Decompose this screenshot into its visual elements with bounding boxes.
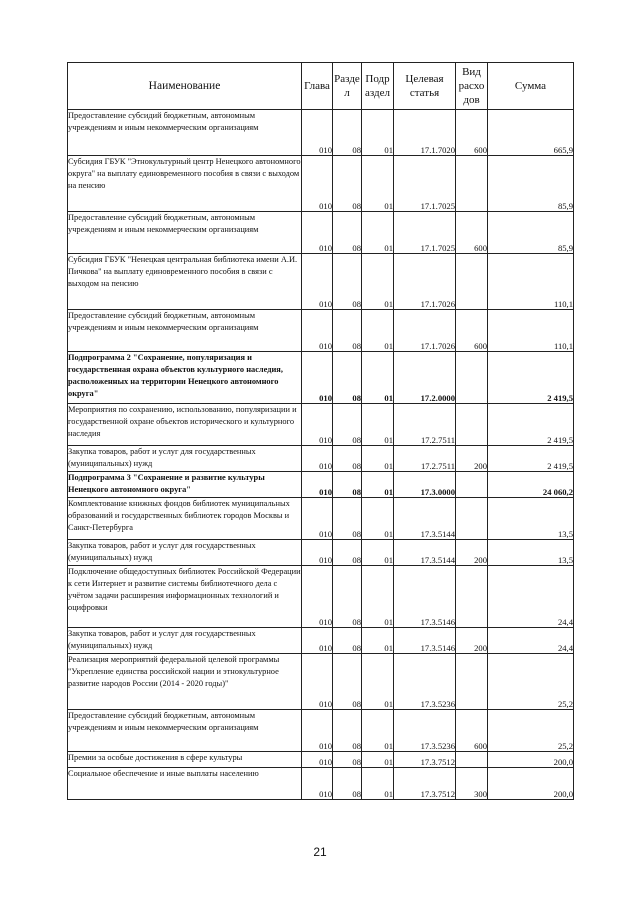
row-chapter: 010	[302, 752, 333, 768]
row-chapter: 010	[302, 254, 333, 310]
row-target: 17.2.0000	[394, 352, 456, 404]
row-name: Социальное обеспечение и иные выплаты населению	[68, 768, 302, 800]
row-sum: 25,2	[488, 654, 574, 710]
row-name: Субсидия ГБУК "Ненецкая центральная библиотека имени А.И. Пичкова" на выплату единовременного пособия в связи с выходом на пенсию	[68, 254, 302, 310]
row-subsection: 01	[362, 498, 394, 540]
table-row	[68, 404, 574, 446]
row-subsection: 01	[362, 768, 394, 800]
row-chapter: 010	[302, 352, 333, 404]
row-target: 17.3.5236	[394, 710, 456, 752]
row-section: 08	[333, 156, 362, 212]
table-row	[68, 566, 574, 628]
row-name: Премии за особые достижения в сфере культуры	[68, 752, 302, 768]
row-section: 08	[333, 404, 362, 446]
row-kind	[456, 566, 488, 628]
row-chapter: 010	[302, 472, 333, 498]
row-sum: 13,5	[488, 498, 574, 540]
row-target: 17.3.5144	[394, 498, 456, 540]
row-subsection: 01	[362, 540, 394, 566]
row-section: 08	[333, 540, 362, 566]
row-subsection: 01	[362, 352, 394, 404]
row-sum: 110,1	[488, 254, 574, 310]
budget-table	[67, 62, 574, 800]
row-name: Субсидия ГБУК "Этнокультурный центр Ненецкого автономного округа" на выплату единовременного пособия в связи с выходом на пенсию	[68, 156, 302, 212]
row-kind: 600	[456, 710, 488, 752]
table-row	[68, 628, 574, 654]
row-kind	[456, 254, 488, 310]
row-name: Предоставление субсидий бюджетным, автономным учреждениям и иным некоммерческим организациям	[68, 310, 302, 352]
row-sum: 85,9	[488, 156, 574, 212]
row-section: 08	[333, 710, 362, 752]
row-chapter: 010	[302, 710, 333, 752]
table-row	[68, 156, 574, 212]
row-sum: 25,2	[488, 710, 574, 752]
row-name: Предоставление субсидий бюджетным, автономным учреждениям и иным некоммерческим организациям	[68, 110, 302, 156]
row-name: Предоставление субсидий бюджетным, автономным учреждениям и иным некоммерческим организациям	[68, 212, 302, 254]
row-target: 17.3.5144	[394, 540, 456, 566]
row-subsection: 01	[362, 254, 394, 310]
row-kind	[456, 752, 488, 768]
row-target: 17.3.0000	[394, 472, 456, 498]
row-sum: 13,5	[488, 540, 574, 566]
table-row	[68, 446, 574, 472]
row-sum: 2 419,5	[488, 404, 574, 446]
page-number: 21	[313, 845, 327, 859]
header-section: Разде л	[333, 63, 362, 110]
row-subsection: 01	[362, 654, 394, 710]
header-chapter: Глава	[302, 63, 333, 110]
row-section: 08	[333, 352, 362, 404]
row-chapter: 010	[302, 768, 333, 800]
row-chapter: 010	[302, 566, 333, 628]
row-subsection: 01	[362, 446, 394, 472]
row-chapter: 010	[302, 310, 333, 352]
row-kind	[456, 498, 488, 540]
row-section: 08	[333, 628, 362, 654]
table-row	[68, 352, 574, 404]
row-sum: 200,0	[488, 768, 574, 800]
row-subsection: 01	[362, 752, 394, 768]
row-kind: 200	[456, 628, 488, 654]
row-chapter: 010	[302, 156, 333, 212]
row-name: Реализация мероприятий федеральной целевой программы "Укрепление единства российской нации и этнокультурное развитие народов России (2014 - 2020 годы)"	[68, 654, 302, 710]
row-kind: 600	[456, 212, 488, 254]
row-chapter: 010	[302, 212, 333, 254]
row-chapter: 010	[302, 404, 333, 446]
table-row	[68, 498, 574, 540]
row-chapter: 010	[302, 540, 333, 566]
row-target: 17.3.7512	[394, 768, 456, 800]
row-chapter: 010	[302, 446, 333, 472]
row-chapter: 010	[302, 654, 333, 710]
row-target: 17.1.7026	[394, 310, 456, 352]
table-row	[68, 752, 574, 768]
row-target: 17.3.7512	[394, 752, 456, 768]
row-sum: 24,4	[488, 566, 574, 628]
row-name: Мероприятия по сохранению, использованию, популяризации и государственной охране объектов исторического и культурного наследия	[68, 404, 302, 446]
row-sum: 24 060,2	[488, 472, 574, 498]
row-subsection: 01	[362, 710, 394, 752]
row-chapter: 010	[302, 628, 333, 654]
row-kind	[456, 654, 488, 710]
row-kind	[456, 352, 488, 404]
table-header	[68, 63, 574, 110]
table-row	[68, 654, 574, 710]
row-kind	[456, 472, 488, 498]
table-row	[68, 310, 574, 352]
row-subsection: 01	[362, 472, 394, 498]
table-row	[68, 768, 574, 800]
header-kind: Вид расхо дов	[456, 63, 488, 110]
row-sum: 200,0	[488, 752, 574, 768]
row-kind: 300	[456, 768, 488, 800]
table-row	[68, 472, 574, 498]
row-name: Комплектование книжных фондов библиотек муниципальных образований и государственных библиотек городов Москвы и Санкт-Петербурга	[68, 498, 302, 540]
table-row	[68, 110, 574, 156]
row-subsection: 01	[362, 628, 394, 654]
row-target: 17.3.5146	[394, 566, 456, 628]
header-subsection: Подр аздел	[362, 63, 394, 110]
table-row	[68, 212, 574, 254]
row-name: Закупка товаров, работ и услуг для государственных (муниципальных) нужд	[68, 628, 302, 654]
row-target: 17.1.7026	[394, 254, 456, 310]
header-name: Наименование	[68, 63, 302, 110]
row-section: 08	[333, 498, 362, 540]
table-row	[68, 710, 574, 752]
row-subsection: 01	[362, 404, 394, 446]
row-section: 08	[333, 310, 362, 352]
row-name: Подключение общедоступных библиотек Российской Федерации к сети Интернет и развитие системы библиотечного дела с учётом задачи расширения информационных технологий и оцифровки	[68, 566, 302, 628]
row-name: Предоставление субсидий бюджетным, автономным учреждениям и иным некоммерческим организациям	[68, 710, 302, 752]
table-body	[68, 110, 574, 800]
row-section: 08	[333, 446, 362, 472]
row-sum: 2 419,5	[488, 352, 574, 404]
row-name: Закупка товаров, работ и услуг для государственных (муниципальных) нужд	[68, 446, 302, 472]
row-kind: 200	[456, 446, 488, 472]
header-sum: Сумма	[488, 63, 574, 110]
row-target: 17.3.5236	[394, 654, 456, 710]
row-name: Подпрограмма 2 "Сохранение, популяризация и государственная охрана объектов культурного наследия, расположенных на территории Ненецкого автономного округа"	[68, 352, 302, 404]
table-row	[68, 254, 574, 310]
row-target: 17.2.7511	[394, 404, 456, 446]
row-sum: 665,9	[488, 110, 574, 156]
row-section: 08	[333, 110, 362, 156]
row-section: 08	[333, 654, 362, 710]
row-sum: 85,9	[488, 212, 574, 254]
row-section: 08	[333, 752, 362, 768]
row-target: 17.1.7020	[394, 110, 456, 156]
row-section: 08	[333, 472, 362, 498]
table-row	[68, 540, 574, 566]
row-section: 08	[333, 566, 362, 628]
row-chapter: 010	[302, 110, 333, 156]
row-kind	[456, 404, 488, 446]
header-row	[68, 63, 574, 110]
row-target: 17.1.7025	[394, 212, 456, 254]
row-section: 08	[333, 212, 362, 254]
row-section: 08	[333, 254, 362, 310]
row-name: Закупка товаров, работ и услуг для государственных (муниципальных) нужд	[68, 540, 302, 566]
row-subsection: 01	[362, 310, 394, 352]
row-section: 08	[333, 768, 362, 800]
row-target: 17.1.7025	[394, 156, 456, 212]
row-subsection: 01	[362, 110, 394, 156]
row-chapter: 010	[302, 498, 333, 540]
row-kind: 200	[456, 540, 488, 566]
row-target: 17.2.7511	[394, 446, 456, 472]
header-target: Целевая статья	[394, 63, 456, 110]
row-subsection: 01	[362, 566, 394, 628]
row-kind	[456, 156, 488, 212]
row-sum: 2 419,5	[488, 446, 574, 472]
row-kind: 600	[456, 310, 488, 352]
row-name: Подпрограмма 3 "Сохранение и развитие культуры Ненецкого автономного округа"	[68, 472, 302, 498]
row-sum: 110,1	[488, 310, 574, 352]
row-sum: 24,4	[488, 628, 574, 654]
row-subsection: 01	[362, 156, 394, 212]
row-subsection: 01	[362, 212, 394, 254]
row-kind: 600	[456, 110, 488, 156]
row-target: 17.3.5146	[394, 628, 456, 654]
